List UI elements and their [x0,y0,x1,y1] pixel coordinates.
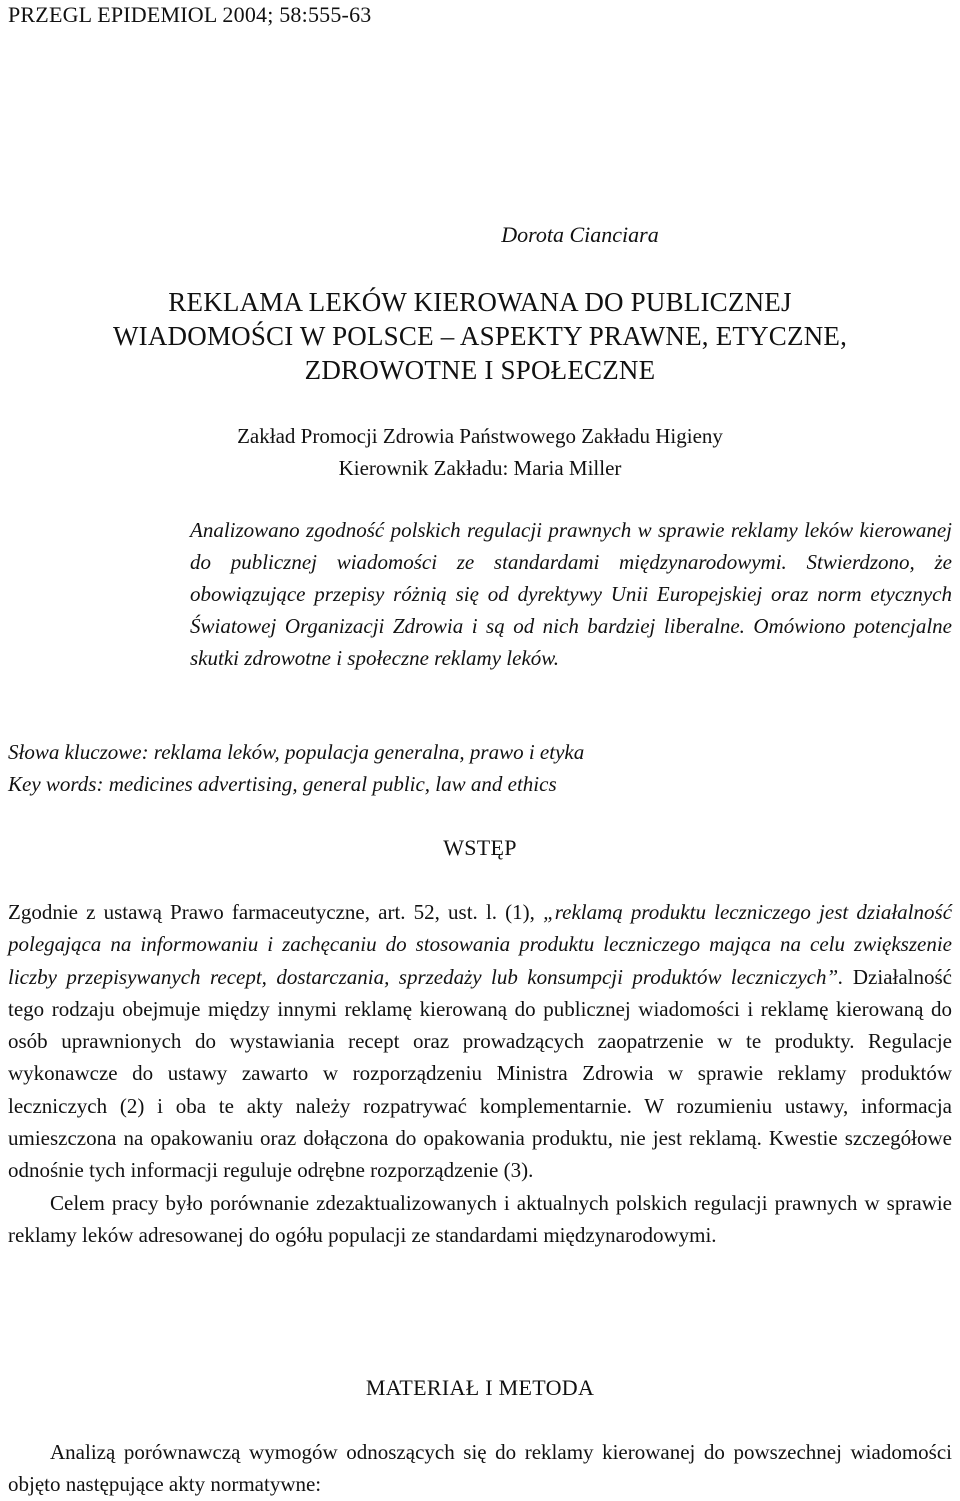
keywords-english: Key words: medicines advertising, general public, law and ethics [8,772,557,796]
affiliation [0,420,960,484]
section-heading-methods: MATERIAŁ I METODA [365,1375,595,1400]
journal-header: PRZEGL EPIDEMIOL 2004; 58:555-63 [8,2,372,27]
methods-section [8,1436,952,1501]
intro-paragraph-1 [8,896,952,1187]
keywords [8,736,952,800]
intro-section [8,896,952,1251]
title-line: ZDROWOTNE I SPOŁECZNE [304,355,656,385]
affiliation-institution: Zakład Promocji Zdrowia Państwowego Zakładu Higieny [237,424,723,448]
keywords-polish: Słowa kluczowe: reklama leków, populacja generalna, prawo i etyka [8,740,585,764]
abstract: Analizowano zgodność polskich regulacji prawnych w sprawie reklamy leków kierowanej do publicznej wiadomości ze standardami międzynarodowymi. Stwierdzono, że obowiązujące przepisy różnią się od dyrektywy Unii Europejskiej oraz norm etycznych Światowej Organizacji Zdrowia i są od nich bardziej liberalne. Omówiono potencjalne skutki zdrowotne i społeczne reklamy leków. [190,518,952,670]
legal-definition-quote: „reklamą produktu leczniczego jest działalność polegająca na informowaniu i zachęcaniu do stosowania produktu leczniczego mająca na celu zwiększenie liczby przepisywanych recept, dostarczania, sprzedaży lub konsumpcji produktów leczniczych”. [8,900,953,989]
intro-text-a: Zgodnie z ustawą Prawo farmaceutyczne, art. 52, ust. l. (1), [8,900,544,924]
title-line: WIADOMOŚCI W POLSCE – ASPEKTY PRAWNE, ETYCZNE, [112,321,848,351]
methods-paragraph-1: Analizą porównawczą wymogów odnoszących się do reklamy kierowanej do powszechnej wiadomości objęto następujące akty normatywne: [8,1440,952,1497]
section-heading-intro: WSTĘP [443,835,517,860]
title-line: REKLAMA LEKÓW KIEROWANA DO PUBLICZNEJ [168,287,792,317]
affiliation-head: Kierownik Zakładu: Maria Miller [338,456,622,480]
author-name: Dorota Cianciara [501,222,659,247]
intro-text-b: Działalność tego rodzaju obejmuje między innymi reklamę kierowaną do publicznej wiadomości i reklamę kierowaną do osób uprawnionych do wystawiania recept oraz prowadzących zaopatrzenie w te produkty. Regulacje wykonawcze do ustawy zawarto w rozporządzeniu Ministra Zdrowia w sprawie reklamy produktów leczniczych (2) i oba te akty należy rozpatrywać komplementarnie. W rozumieniu ustawy, informacja umieszczona na opakowaniu oraz dołączona do opakowania produktu, nie jest reklamą. Kwestie szczegółowe odnośnie tych informacji reguluje odrębne rozporządzenie (3). [8,964,952,1183]
intro-paragraph-2: Celem pracy było porównanie zdezaktualizowanych i aktualnych polskich regulacji prawnych w sprawie reklamy leków adresowanej do ogółu populacji ze standardami międzynarodowymi. [8,1190,952,1247]
article-title [60,285,900,387]
